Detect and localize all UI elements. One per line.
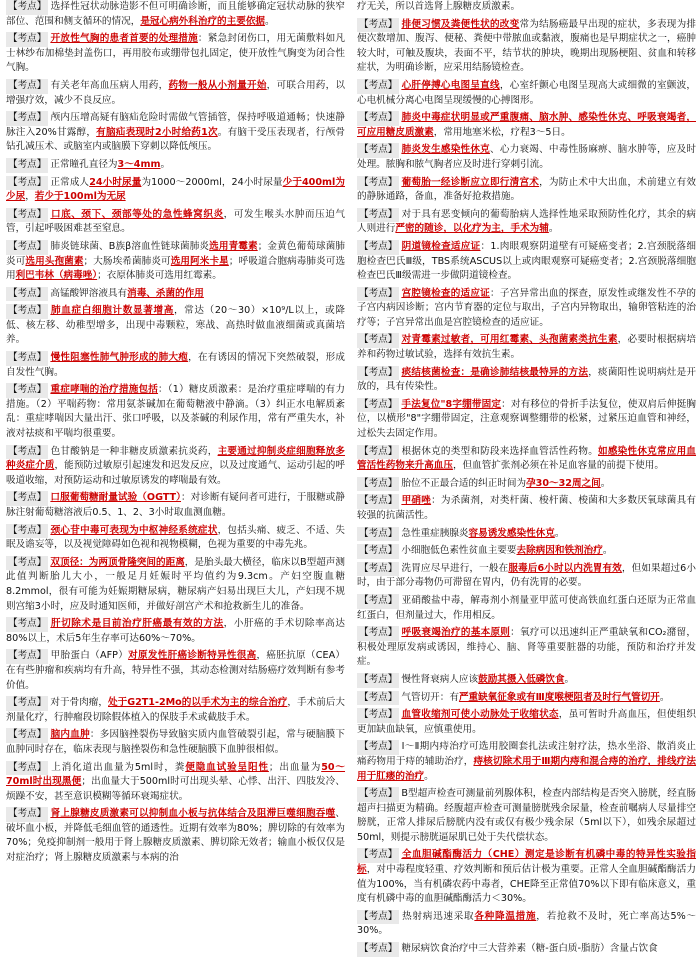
point-label: 【考点】: [6, 32, 48, 47]
exam-point: [6, 304, 345, 348]
point-label: 【考点】: [357, 287, 399, 302]
highlight-text: 药物一般从小剂量开始: [168, 79, 267, 91]
highlight-text: 选用阿米卡星: [170, 255, 229, 267]
highlight-text: 颈心苷中毒可表现为中枢神经系统症状: [50, 524, 218, 536]
exam-point: [357, 910, 696, 939]
exam-point: [6, 208, 345, 237]
body-text: ：（1）糖皮质激素：是治疗重症哮喘的有力措施。（2）平喘药物：常用氨茶碱加在葡萄糖液中静滴。（3）纠正水电解质紊乱：重症哮喘因大量出汗、张口呼吸，以及茶碱的利尿作用，常有严重失水，补液对祛痰和平喘均很重要。: [6, 384, 346, 440]
body-text: 。: [659, 691, 670, 703]
point-label: 【考点】: [357, 562, 399, 577]
body-text: ，能预防过敏原引起速发和迟发反应，以及过度通气、运动引起的呼吸道收缩，对预防运动和过敏原诱发的哮喘最有效。: [6, 460, 346, 486]
highlight-text: 若少于100ml为无尿: [34, 191, 126, 203]
highlight-text: 有脑疝表现时2小时给药1次: [96, 126, 218, 138]
body-text: ，痰菌阳性说明病灶是开放的，具有传染性。: [357, 366, 697, 393]
body-text: 色甘酸钠是一种非糖皮质激素抗炎药，: [50, 445, 218, 457]
body-text: 慢性肾衰病人应该: [401, 673, 479, 685]
highlight-text: 心肝停搏心电图呈直线: [401, 79, 500, 91]
highlight-text: 甲硝唑: [401, 495, 432, 507]
highlight-text: 血管收缩剂可使小动脉处于收缩状态: [401, 709, 559, 721]
point-label: 【考点】: [6, 445, 48, 460]
point-label: 【考点】: [357, 79, 399, 94]
body-text: ，但血管扩张剂必须在补足血容量的前提下使用。: [452, 460, 664, 472]
highlight-text: 去除病因和铁剂治疗: [516, 545, 603, 557]
exam-point: [6, 176, 345, 205]
exam-point: [6, 287, 345, 302]
body-text: ，癌胚抗原（CEA）在有些肿瘤和疾病均有升高，特异性不强，其动态检测对结肠癌疗效判断有参考价值。: [6, 650, 346, 691]
exam-point: [357, 708, 696, 737]
point-label: 【考点】: [357, 848, 399, 863]
body-text: 对于骨肉瘤，: [50, 697, 108, 709]
highlight-text: 葡萄胎一经诊断应立即行清宫术: [401, 176, 540, 188]
body-text: ，在有诱因的情况下突然破裂，形成自发性气胸。: [6, 352, 345, 378]
exam-point: [357, 18, 696, 76]
body-text: ；出血量大于500ml时可出现头晕、心悸、出汗、四肢发冷、烦躁不安，甚至意识模糊等循环衰竭症状。: [6, 776, 345, 802]
exam-point: [6, 491, 345, 520]
point-label: 【考点】: [357, 691, 399, 706]
point-label: 【考点】: [6, 79, 48, 94]
body-text: 颅内压增高疑有脑疝危险时需做气管插管，保持呼吸道通畅；快速静脉注入20%甘露醇，: [6, 112, 345, 138]
exam-point: [6, 696, 345, 725]
body-text: ，但如果超过6小时，由于部分毒物仍可滞留在胃内，仍有洗胃的必要。: [357, 562, 696, 589]
body-text: 亚硝酸盐中毒，解毒剂小剂量亚甲蓝可使高铁血红蛋白还原为正常血红蛋白，但剂量过大，作用相反。: [357, 594, 696, 621]
point-label: 【考点】: [357, 494, 399, 509]
point-label: 【考点】: [357, 333, 399, 348]
highlight-text: 便隐血试验呈阳性: [185, 761, 269, 773]
exam-point: [6, 445, 345, 489]
point-label: 【考点】: [6, 556, 48, 571]
highlight-text: 呼吸衰竭治疗的基本原则: [401, 627, 511, 639]
highlight-text: 选用青霉素: [209, 240, 258, 252]
highlight-text: 选用头孢菌素: [25, 255, 84, 267]
body-text: 根据休克的类型和防段来选择血管活性药物。: [401, 445, 599, 457]
point-label: 【考点】: [357, 208, 399, 223]
body-text: ；衣原体肺炎可选用红霉素。: [97, 270, 222, 282]
exam-point: [357, 594, 696, 623]
body-text: 。: [600, 477, 611, 489]
point-label: 【考点】: [6, 807, 48, 822]
point-label: 【考点】: [357, 527, 399, 542]
exam-point: [357, 673, 696, 688]
body-text: ，: [25, 191, 35, 203]
exam-point: [357, 208, 696, 237]
body-text: 、破坏血小板，并降低毛细血管的通透性。近期有效率为80%；脾切除的有效率为70%；免疫抑制剂一般用于肾上腺糖皮质激素、脾切除无效者；输血小板仅仅是对症治疗；肾上腺糖皮质激素与本病的治: [6, 808, 345, 864]
highlight-text: 对原发性肝癌诊断特异性很高: [128, 650, 257, 662]
point-label: 【考点】: [6, 617, 48, 632]
body-text: 。: [554, 527, 565, 539]
point-label: 【考点】: [6, 728, 48, 743]
point-label: 【考点】: [357, 740, 399, 755]
exam-point: [6, 351, 345, 380]
body-text: 上消化道出血量为5ml时，粪: [50, 761, 186, 773]
exam-point: [357, 527, 696, 542]
point-label: 【考点】: [357, 942, 399, 957]
exam-point: [357, 626, 696, 670]
exam-point: [6, 158, 345, 173]
exam-point: [357, 240, 696, 284]
highlight-text: 如感染性休克常应用血管活性药物来升高血压: [357, 445, 697, 472]
body-text: ，若抢救不及时，死亡率高达5%～30%。: [357, 910, 697, 937]
highlight-text: 是冠心病外科治疗的主要依据: [140, 15, 266, 27]
highlight-text: 鼓励其摄入低磷饮食: [478, 673, 565, 685]
point-label: 【考点】: [357, 240, 399, 255]
highlight-text: 肝切除术是目前治疗肝癌最有效的方法: [50, 618, 224, 630]
body-text: B型超声检查可测量前列腺体积，检查内部结构是否突入膀胱，经直肠超声扫描更为精确。经腹超声检查可测量膀胱残余尿量，检查前嘱病人尽量排空膀胱，正常人排尿后膀胱内没有或仅有极少残余尿（5ml以下），如残余尿超过50ml，则提示膀胱逼尿肌已处于失代偿状态。: [357, 788, 696, 843]
highlight-text: 服毒后6小时以内洗胃有效: [508, 562, 622, 574]
point-label: 【考点】: [6, 351, 48, 366]
exam-point: [357, 79, 696, 108]
highlight-text: 24小时尿量: [89, 176, 142, 188]
point-label: 【考点】: [6, 240, 48, 255]
point-label: 【考点】: [6, 176, 48, 191]
point-label: 【考点】: [6, 383, 48, 398]
body-text: 选择性冠状动脉造影不但可明确诊断，而且能够确定冠状动脉的狭窄部位、范围和侧支循环的情况，: [6, 1, 345, 27]
exam-point: [357, 942, 696, 957]
highlight-text: 肺血症白细胞计数显著增高: [50, 305, 174, 317]
body-text: ；呼吸道合胞病毒肺炎可选用: [6, 255, 346, 282]
highlight-text: 阴道镜检查适应证: [401, 240, 481, 252]
highlight-text: 慢性阻塞性肺气肿形成的肺大疱: [50, 352, 189, 364]
exam-point: [6, 0, 345, 29]
highlight-text: 利巴韦林（病毒唑）: [15, 270, 98, 282]
highlight-text: 消毒、杀菌的作用: [127, 287, 204, 299]
body-text: ，为防止术中大出血，术前建立有效的静脉通路，备血，准备好抢救措施。: [357, 176, 696, 203]
highlight-text: 肺炎发生感染性休克: [401, 144, 490, 156]
exam-point: [6, 79, 345, 108]
point-label: 【考点】: [6, 158, 48, 173]
body-text: ，是胎头最大横径，临床以B型超声测此值判断胎儿大小，一般足月妊娠时平均值约为9.3cm。产妇空腹血糖8.2mmol，很有可能为妊娠期糖尿病，糖尿病产妇易出现巨大儿，产妇现不规则宫缩3小时，应及时通知医师，并做好剖宫产术和抢救新生儿的准备。: [6, 556, 345, 612]
highlight-text: 口底、颈下、颈部等处的急性蜂窝织炎: [50, 208, 224, 220]
point-label: 【考点】: [357, 445, 399, 460]
body-text: 。: [564, 673, 575, 685]
point-label: 【考点】: [357, 626, 399, 641]
highlight-text: 50～70ml时出现黑便: [6, 761, 346, 788]
highlight-text: 全血胆碱酯酶活力（CHE）测定是诊断有机磷中毒的特异性实验指标: [357, 849, 696, 876]
highlight-text: 处于G2T1-2Mo的以手术为主的综合治疗: [108, 697, 288, 709]
body-text: 肺炎链球菌、B族β溶血性链球菌肺炎: [50, 240, 210, 252]
body-text: ；大肠埃希菌肺炎可: [83, 255, 171, 267]
point-label: 【考点】: [357, 910, 399, 925]
highlight-text: 3～4mm: [117, 158, 161, 170]
point-label: 【考点】: [357, 398, 399, 413]
highlight-text: 肺炎中毒症状明显或严重腹痛、脑水肿、感染性休克、呼吸衰竭者，可应用糖皮质激素: [357, 112, 696, 138]
body-text: 疗无关，所以首选肾上腺糖皮质激素。: [357, 1, 521, 12]
exam-point: [357, 740, 696, 784]
highlight-text: 双顶径：为两顶骨隆突间的距离: [50, 556, 185, 568]
body-text: ：子宫异常出血的探查，原发性或继发性不孕的子宫内病因诊断；宫内节育器的定位与取出，子宫内异物取出，输卵管粘连的治疗等；子宫异常出血是宫腔镜检查的适应证。: [357, 287, 697, 328]
exam-point: [357, 398, 696, 442]
body-text: ，可联合用药，以增强疗效，减少不良反应。: [6, 79, 346, 106]
body-text: 。: [424, 770, 434, 782]
exam-point: [6, 728, 345, 757]
body-text: 为1000～2000ml，24小时尿量: [141, 176, 283, 188]
exam-point: [6, 807, 345, 865]
point-label: 【考点】: [6, 304, 48, 319]
body-text: ，常用地塞米松，疗程3～5日。: [433, 126, 571, 138]
body-text: ：1.肉眼观察阴道壁有可疑癌变者；2.宫颈脱落细胞检查巴氏Ⅲ级，TBS系统ASCUS以上或肉眼观察可疑癌变者；2.宫颈脱落细胞检查巴氏Ⅲ级需进一步做阴道镜检查。: [357, 240, 696, 282]
point-label: 【考点】: [6, 208, 48, 223]
body-text: ，虽可暂时升高血压，但使组织更加缺血缺氧，应慎重使用。: [357, 709, 697, 735]
body-text: 。有脑干受压表现者，行颅骨钻孔减压术、或脑室内或脑膜下穿刺以降低颅压。: [6, 126, 345, 153]
exam-point: [357, 366, 696, 395]
left-column: [0, 0, 349, 925]
point-label: 【考点】: [6, 696, 48, 711]
point-label: 【考点】: [357, 708, 399, 723]
exam-point: [357, 494, 696, 523]
body-text: 。: [602, 545, 613, 557]
exam-point: [357, 477, 696, 492]
exam-point: [6, 761, 345, 805]
highlight-text: 痰结核菌检查：是确诊肺结核最特异的方法: [401, 366, 589, 378]
body-text: ，心室纤颤心电图呈现高大或细微的室颤波，心电机械分离心电图呈现缓慢的心搏图形。: [357, 79, 697, 106]
highlight-text: 严重缺氧征象或有Ⅲ度喉梗阻者及时行气管切开: [458, 691, 660, 703]
exam-point: [357, 143, 696, 172]
exam-point: [357, 445, 696, 474]
body-text: ：氧疗可以迅速纠正严重缺氧和CO₂潴留，积极处理原发病或诱因，维持心、脑、肾等重要脏器的功能，预防和治疗并发症。: [357, 627, 696, 668]
highlight-text: 主要通过抑制炎症细胞释放多种炎症介质: [6, 445, 346, 472]
highlight-text: 少于400ml为少尿: [6, 176, 346, 203]
highlight-text: 排便习惯及粪便性状的改变: [401, 18, 520, 30]
point-label: 【考点】: [357, 366, 399, 381]
body-text: 正常成人: [50, 176, 90, 188]
point-label: 【考点】: [357, 594, 399, 609]
body-text: 甲胎蛋白（AFP）: [50, 650, 129, 662]
body-text: 高锰酸钾溶液具有: [50, 287, 128, 299]
point-label: 【考点】: [6, 0, 48, 15]
point-label: 【考点】: [357, 673, 399, 688]
body-text: ：为杀菌剂，对类杆菌、梭杆菌、梭菌和大多数厌氧球菌具有较强的抗菌活性。: [357, 495, 697, 521]
exam-point: [357, 691, 696, 706]
point-label: 【考点】: [357, 176, 399, 191]
body-text: ：对有移位的骨折手法复位，使双肩后伸挺胸位，以横形"8"字绷带固定，注意观察调整绷带的松紧，过紧压迫血管和神经，过松失去固定作用。: [357, 398, 696, 440]
highlight-text: 重症哮喘的治疗措施包括: [50, 384, 159, 396]
body-text: 有关老年高血压病人用药，: [50, 79, 169, 91]
highlight-text: 容易诱发感染性休克: [468, 527, 555, 539]
point-label: 【考点】: [357, 143, 399, 158]
highlight-text: 口服葡萄糖耐量试验（OGTT）: [50, 492, 182, 504]
body-text: 小细胞低色素性贫血主要要: [401, 545, 517, 557]
body-text: 气管切开：有: [401, 691, 459, 703]
body-text: ，手术前后大剂量化疗，行肿瘤段切除假体植入的保肢手术或截肢手术。: [6, 697, 346, 723]
exam-point: [357, 848, 696, 906]
body-text: 。: [265, 15, 275, 27]
body-text: 正常瞳孔直径为: [50, 158, 118, 170]
highlight-text: 痔核切除术用于Ⅲ期内痔和混合痔的治疗，排线疗法用于肛瘘的治疗: [357, 755, 697, 782]
body-text: ：对诊断有疑问者可进行，于服糖或静脉注射葡萄糖溶液后0.5、1、2、3小时取血测血糖。: [6, 492, 346, 518]
point-label: 【考点】: [6, 761, 48, 776]
body-text: 糖尿病饮食治疗中三大营养素（糖-蛋白质-脂肪）含量占饮食: [401, 943, 658, 955]
body-text: 洗胃应尽早进行，一般在: [401, 562, 509, 574]
exam-point: [357, 562, 696, 591]
body-text: Ⅰ～Ⅱ期内痔治疗可选用胶圈套扎法或注射疗法，热水坐浴、散消炎止痛药物用于痔的辅助治疗，: [357, 741, 696, 767]
point-label: 【考点】: [6, 111, 48, 126]
body-text: 常为结肠癌最早出现的症状，多表现为排便次数增加、腹泻、便秘、粪便中带脓血或黏液，腹痛也是早期症状之一，癌肿较大时，可触及腹块，表面不平，结节状的肿块，晚期出现肠梗阻、贫血和转移症状，为明确诊断，应采用结肠镜检查。: [357, 18, 697, 74]
body-text: ；金黄色葡萄球菌肺炎可: [6, 240, 346, 267]
highlight-text: 肾上腺糖皮质激素可以抑制血小板与抗体结合及阻滞巨噬细胞吞噬: [50, 808, 336, 820]
point-label: 【考点】: [6, 491, 48, 506]
exam-point: [6, 556, 345, 614]
body-text: ，必要时根据病培养和药物过敏试验，选择有效抗生素。: [357, 334, 697, 361]
body-text: ，对中毒程度轻重、疗效判断和预后估计极为重要。正常人全血胆碱酯酶活力值为100%，当有机磷农药中毒者，CHE降至正常值70%以下即有临床意义，重度有机磷中毒的血胆碱酯酶活力＜30%。: [357, 864, 697, 905]
exam-point: [6, 240, 345, 284]
exam-point: [357, 333, 696, 362]
body-text: ，小肝癌的手术切除率高达80%以上，术后5年生存率可达60%～70%。: [6, 618, 346, 644]
exam-point: [6, 111, 345, 155]
point-label: 【考点】: [357, 18, 399, 33]
body-text: ，常达（20～30）×10⁹/L以上，或降低、核左移、幼稚型增多，出现中毒颗粒，寒战、高热时做血液细菌或真菌培养。: [6, 305, 345, 346]
body-text: ：紧急封闭伤口，用无菌敷料如凡士林纱布加棉垫封盖伤口，再用胶布或绷带包扎固定，使开放性气胸变为闭合性气胸。: [6, 33, 346, 74]
point-label: 【考点】: [357, 787, 399, 802]
highlight-text: 脑内血肿: [50, 729, 90, 741]
exam-point: [357, 544, 696, 559]
body-text: 对于具有恶变倾向的葡萄胎病人选择性地采取预防性化疗，其余的病人则进行: [357, 208, 696, 235]
highlight-text: 开放性气胸的患者首要的处理措施: [50, 33, 198, 45]
exam-point: [357, 287, 696, 331]
point-label: 【考点】: [6, 287, 48, 302]
highlight-text: 手法复位"8字绷带固定: [401, 398, 502, 410]
exam-point: [357, 0, 696, 15]
exam-point: [357, 176, 696, 205]
exam-point: [6, 383, 345, 441]
exam-point: [6, 649, 345, 693]
highlight-text: 各种降温措施: [474, 910, 537, 922]
body-text: ，可发生喉头水肿而压迫气管，引起呼吸困难甚至窒息。: [6, 208, 346, 235]
body-text: ，包括头痛、疲乏、不适、失眠及谵妄等，以及视觉障碍如色视和视物模糊，色视为重要的中毒先兆。: [6, 524, 346, 551]
exam-point: [357, 787, 696, 845]
body-text: 急性重症胰腺炎: [401, 527, 469, 539]
highlight-text: 宫腔镜检查的适应证: [401, 287, 490, 299]
point-label: 【考点】: [357, 111, 399, 126]
body-text: 胎位不正最合适的纠正时间为: [401, 477, 527, 489]
highlight-text: 严密的随诊，以化疗为主，手术为辅: [395, 223, 549, 235]
point-label: 【考点】: [357, 477, 399, 492]
body-text: 。: [548, 223, 559, 235]
point-label: 【考点】: [357, 544, 399, 559]
exam-point: [6, 617, 345, 646]
exam-point: [357, 111, 696, 140]
body-text: 热射病迅速采取: [401, 910, 475, 922]
point-label: 【考点】: [6, 524, 48, 539]
exam-point: [6, 32, 345, 76]
exam-point: [6, 524, 345, 553]
right-column: [349, 0, 700, 955]
highlight-text: 孕30～32周之间: [526, 477, 601, 489]
highlight-text: 对青霉素过敏者，可用红霉素、头孢菌素类抗生素: [401, 334, 618, 346]
body-text: ；出血量为: [268, 761, 322, 773]
body-text: ：多因脑挫裂伤导致脑实质内血管破裂引起，常与硬脑膜下血肿同时存在，临床表现与脑挫裂伤和急性硬脑膜下血肿很相似。: [6, 729, 346, 755]
point-label: 【考点】: [6, 649, 48, 664]
body-text: 。: [160, 158, 171, 170]
body-text: 、心力衰竭、中毒性肠麻痹、脑水肿等，应及时处理。脓胸和脓气胸者应及时进行穿刺引流。: [357, 144, 697, 170]
